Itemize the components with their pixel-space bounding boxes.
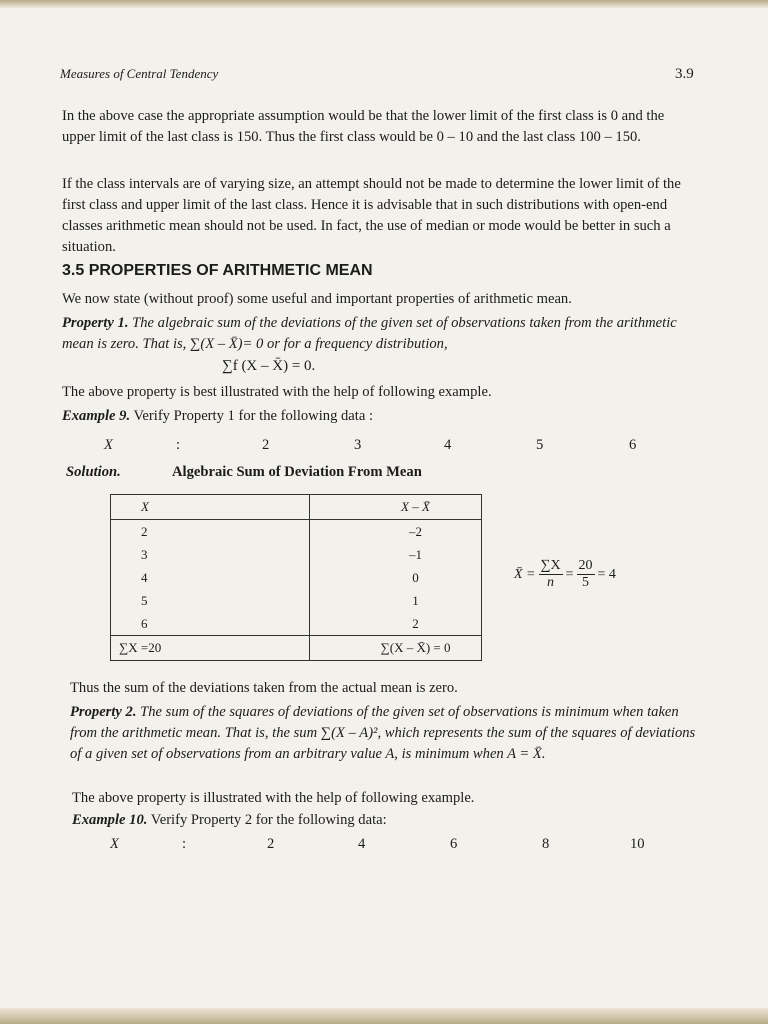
example-10-colon: : [182,836,187,852]
mean-value-fraction [577,558,595,591]
example-9-value: 4 [444,437,452,453]
example-9-value: 5 [536,437,544,453]
property-1-text: The algebraic sum of the deviations of the given set of observations taken from the arithmetic mean is zero. That is, ∑(X – X̄)= 0 or for a frequency distribution, [62,315,677,352]
page-edge-top [0,0,768,8]
mean-fraction [539,558,563,591]
table-cell: 1 [310,589,482,612]
table-total-row [111,636,482,661]
section-heading: 3.5 PROPERTIES OF ARITHMETIC MEAN [62,262,373,279]
mean-value-numerator: 20 [578,558,593,573]
property-2 [70,702,700,765]
example-9-value: 6 [629,437,637,453]
example-10-text: Verify Property 2 for the following data: [150,812,387,828]
illustration-1: The above property is best illustrated with the help of following example. [62,384,492,400]
example-9-text: Verify Property 1 for the following data : [133,408,374,424]
property-1-label: Property 1. [62,315,129,331]
example-10-value: 10 [630,836,645,852]
example-9-value: 3 [354,437,362,453]
mean-formula-result: = 4 [597,566,616,582]
example-9-variable: X [104,437,113,453]
property-2-text: The sum of the squares of deviations of the given set of observations is minimum when taken from the arithmetic mean. That is, the sum ∑(X – A)², which represents the sum of the squares of deviations of a given set of observations from an arbitrary value A, is minimum when A = X̄. [70,704,696,762]
column-header-deviation: X – X̄ [310,495,482,520]
example-9 [62,406,698,427]
sum-x-cell: ∑X =20 [111,636,310,661]
page-number: 3.9 [675,66,694,82]
table-cell: –2 [310,520,482,544]
example-10-value: 6 [450,836,458,852]
table-cell: –1 [310,543,482,566]
mean-fraction-numerator: ∑X [540,558,561,573]
property-1 [62,313,698,355]
example-10-value: 4 [358,836,366,852]
table-row [111,543,482,566]
example-9-label: Example 9. [62,408,131,424]
table-cell: 3 [111,543,310,566]
illustration-2: The above property is illustrated with the help of following example. [72,790,475,806]
section-intro: We now state (without proof) some useful and important properties of arithmetic mean. [62,291,572,307]
table-cell: 5 [111,589,310,612]
paragraph-open-end-classes: In the above case the appropriate assumption would be that the lower limit of the first class is 0 and the upper limit of the last class is 150. Thus the first class would be 0 – 10 and the last class 100 – 150. [62,108,665,145]
table-cell: 2 [111,520,310,544]
table-row [111,612,482,636]
mean-fraction-denominator: n [547,575,555,590]
property-2-label: Property 2. [70,704,137,720]
table-header-row [111,495,482,520]
table-row [111,589,482,612]
mean-value-denominator: 5 [582,575,589,590]
table-cell: 2 [310,612,482,636]
sum-deviation-cell: ∑(X – X̄) = 0 [310,636,482,661]
example-9-value: 2 [262,437,270,453]
example-10-variable: X [110,836,119,852]
property-1-formula: ∑f (X – X̄) = 0. [222,358,316,374]
table-row [111,566,482,589]
running-header-title: Measures of Central Tendency [60,66,219,81]
table-cell: 4 [111,566,310,589]
example-10-value: 8 [542,836,550,852]
example-10-label: Example 10. [72,812,148,828]
table-cell: 6 [111,612,310,636]
mean-formula-lhs: X̄ = [514,566,536,582]
table-title: Algebraic Sum of Deviation From Mean [172,464,422,480]
deviation-table [110,494,482,661]
conclusion-1: Thus the sum of the deviations taken from the actual mean is zero. [70,680,458,696]
example-10 [72,810,700,831]
mean-formula-equals: = [565,566,574,582]
paragraph-varying-intervals: If the class intervals are of varying size, an attempt should not be made to determine the lower limit of the first class and upper limit of the last class. Hence it is advisable that in such distributions with open-end classes arithmetic mean should not be used. In fact, the use of median or mode would be better in such a situation. [62,176,681,255]
example-9-colon: : [176,437,181,453]
table-row [111,520,482,544]
mean-formula [514,558,616,591]
example-10-value: 2 [267,836,275,852]
table-cell: 0 [310,566,482,589]
solution-label: Solution. [66,464,121,480]
page-edge-bottom [0,1008,768,1024]
column-header-x: X [111,495,310,520]
